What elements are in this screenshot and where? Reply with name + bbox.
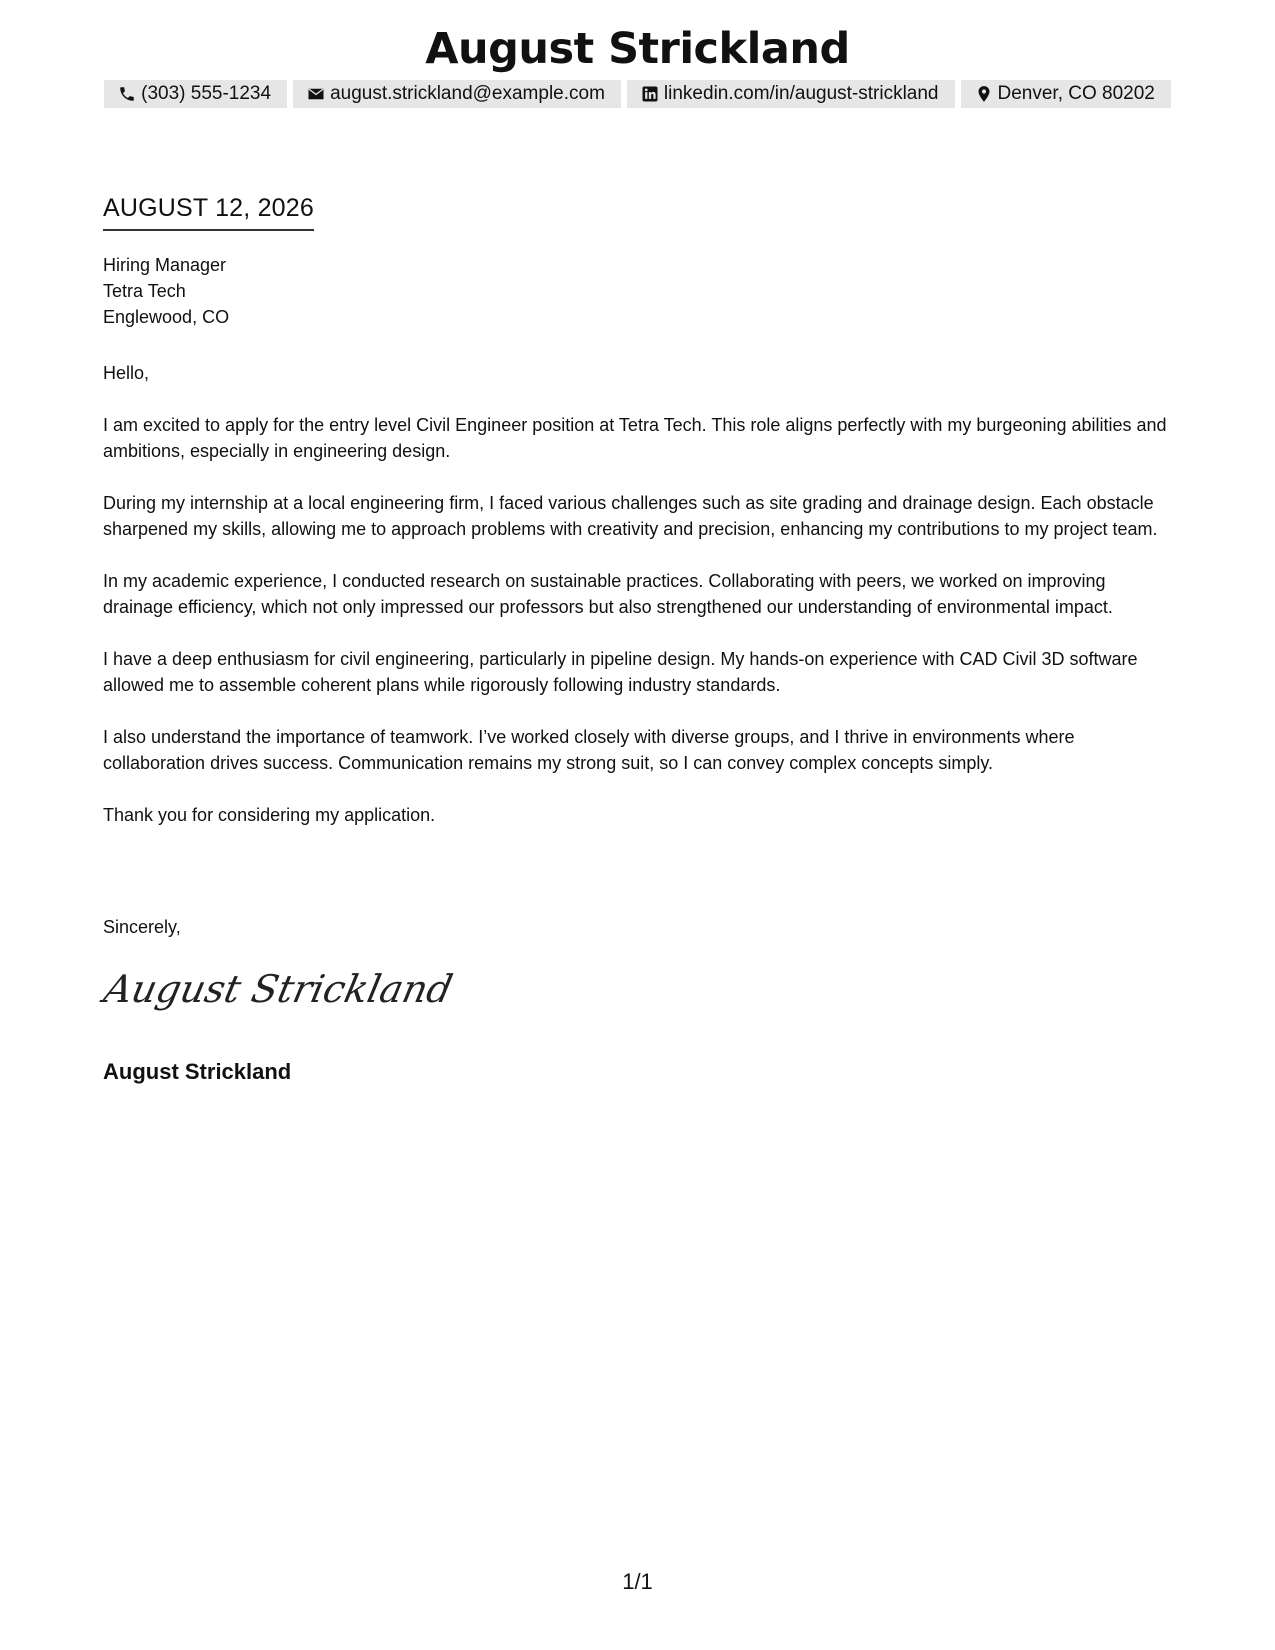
greeting: Hello, [103,363,150,383]
signer-name: August Strickland [103,1059,292,1084]
svg-text:August Strickland: August Strickland [99,967,457,1012]
body-paragraph: I am excited to apply for the entry level Civil Engineer position at Tetra Tech. This role aligns perfectly with my burgeoning abilities and ambitions, especially in engineering design. [103,415,1167,461]
linkedin-icon [641,85,659,103]
location-text: Denver, CO 80202 [997,83,1155,104]
letter-date: AUGUST 12, 2026 [103,193,314,231]
phone-icon [118,85,136,103]
body-paragraph: Thank you for considering my application. [103,805,436,825]
body-paragraph: I have a deep enthusiasm for civil engineering, particularly in pipeline design. My hands-on experience with CAD Civil 3D software allowed me to assemble coherent plans while rigorously following industry standards. [103,649,1138,695]
recipient-company: Tetra Tech [103,281,186,301]
email-text: august.strickland@example.com [330,83,605,104]
map-pin-icon [975,85,993,103]
handwritten-signature [99,960,457,1020]
recipient-location: Englewood, CO [103,307,230,327]
page-number: 1/1 [622,1569,653,1594]
phone-text: (303) 555-1234 [141,83,272,104]
closing-salutation: Sincerely, [103,917,181,937]
contact-phone[interactable] [104,80,287,108]
contact-location [961,80,1171,108]
contact-linkedin[interactable] [627,80,955,108]
contact-email[interactable] [293,80,621,108]
applicant-name-heading: August Strickland [425,24,850,74]
recipient-title: Hiring Manager [103,255,227,275]
linkedin-text: linkedin.com/in/august-strickland [663,83,939,104]
contact-bar [0,80,1275,108]
letter-body [103,360,1178,854]
recipient-block [103,252,229,330]
body-paragraph: In my academic experience, I conducted research on sustainable practices. Collaborating with peers, we worked on improving drainage efficiency, which not only impressed our professors but also strengthened our understanding of environmental impact. [103,571,1113,617]
envelope-icon [307,85,325,103]
body-paragraph: I also understand the importance of teamwork. I’ve worked closely with diverse groups, and I thrive in environments where collaboration drives success. Communication remains my strong suit, so I can convey complex concepts simply. [103,727,1075,773]
body-paragraph: During my internship at a local engineering firm, I faced various challenges such as site grading and drainage design. Each obstacle sharpened my skills, allowing me to approach problems with creativity and precision, enhancing my contributions to my project team. [103,493,1158,539]
